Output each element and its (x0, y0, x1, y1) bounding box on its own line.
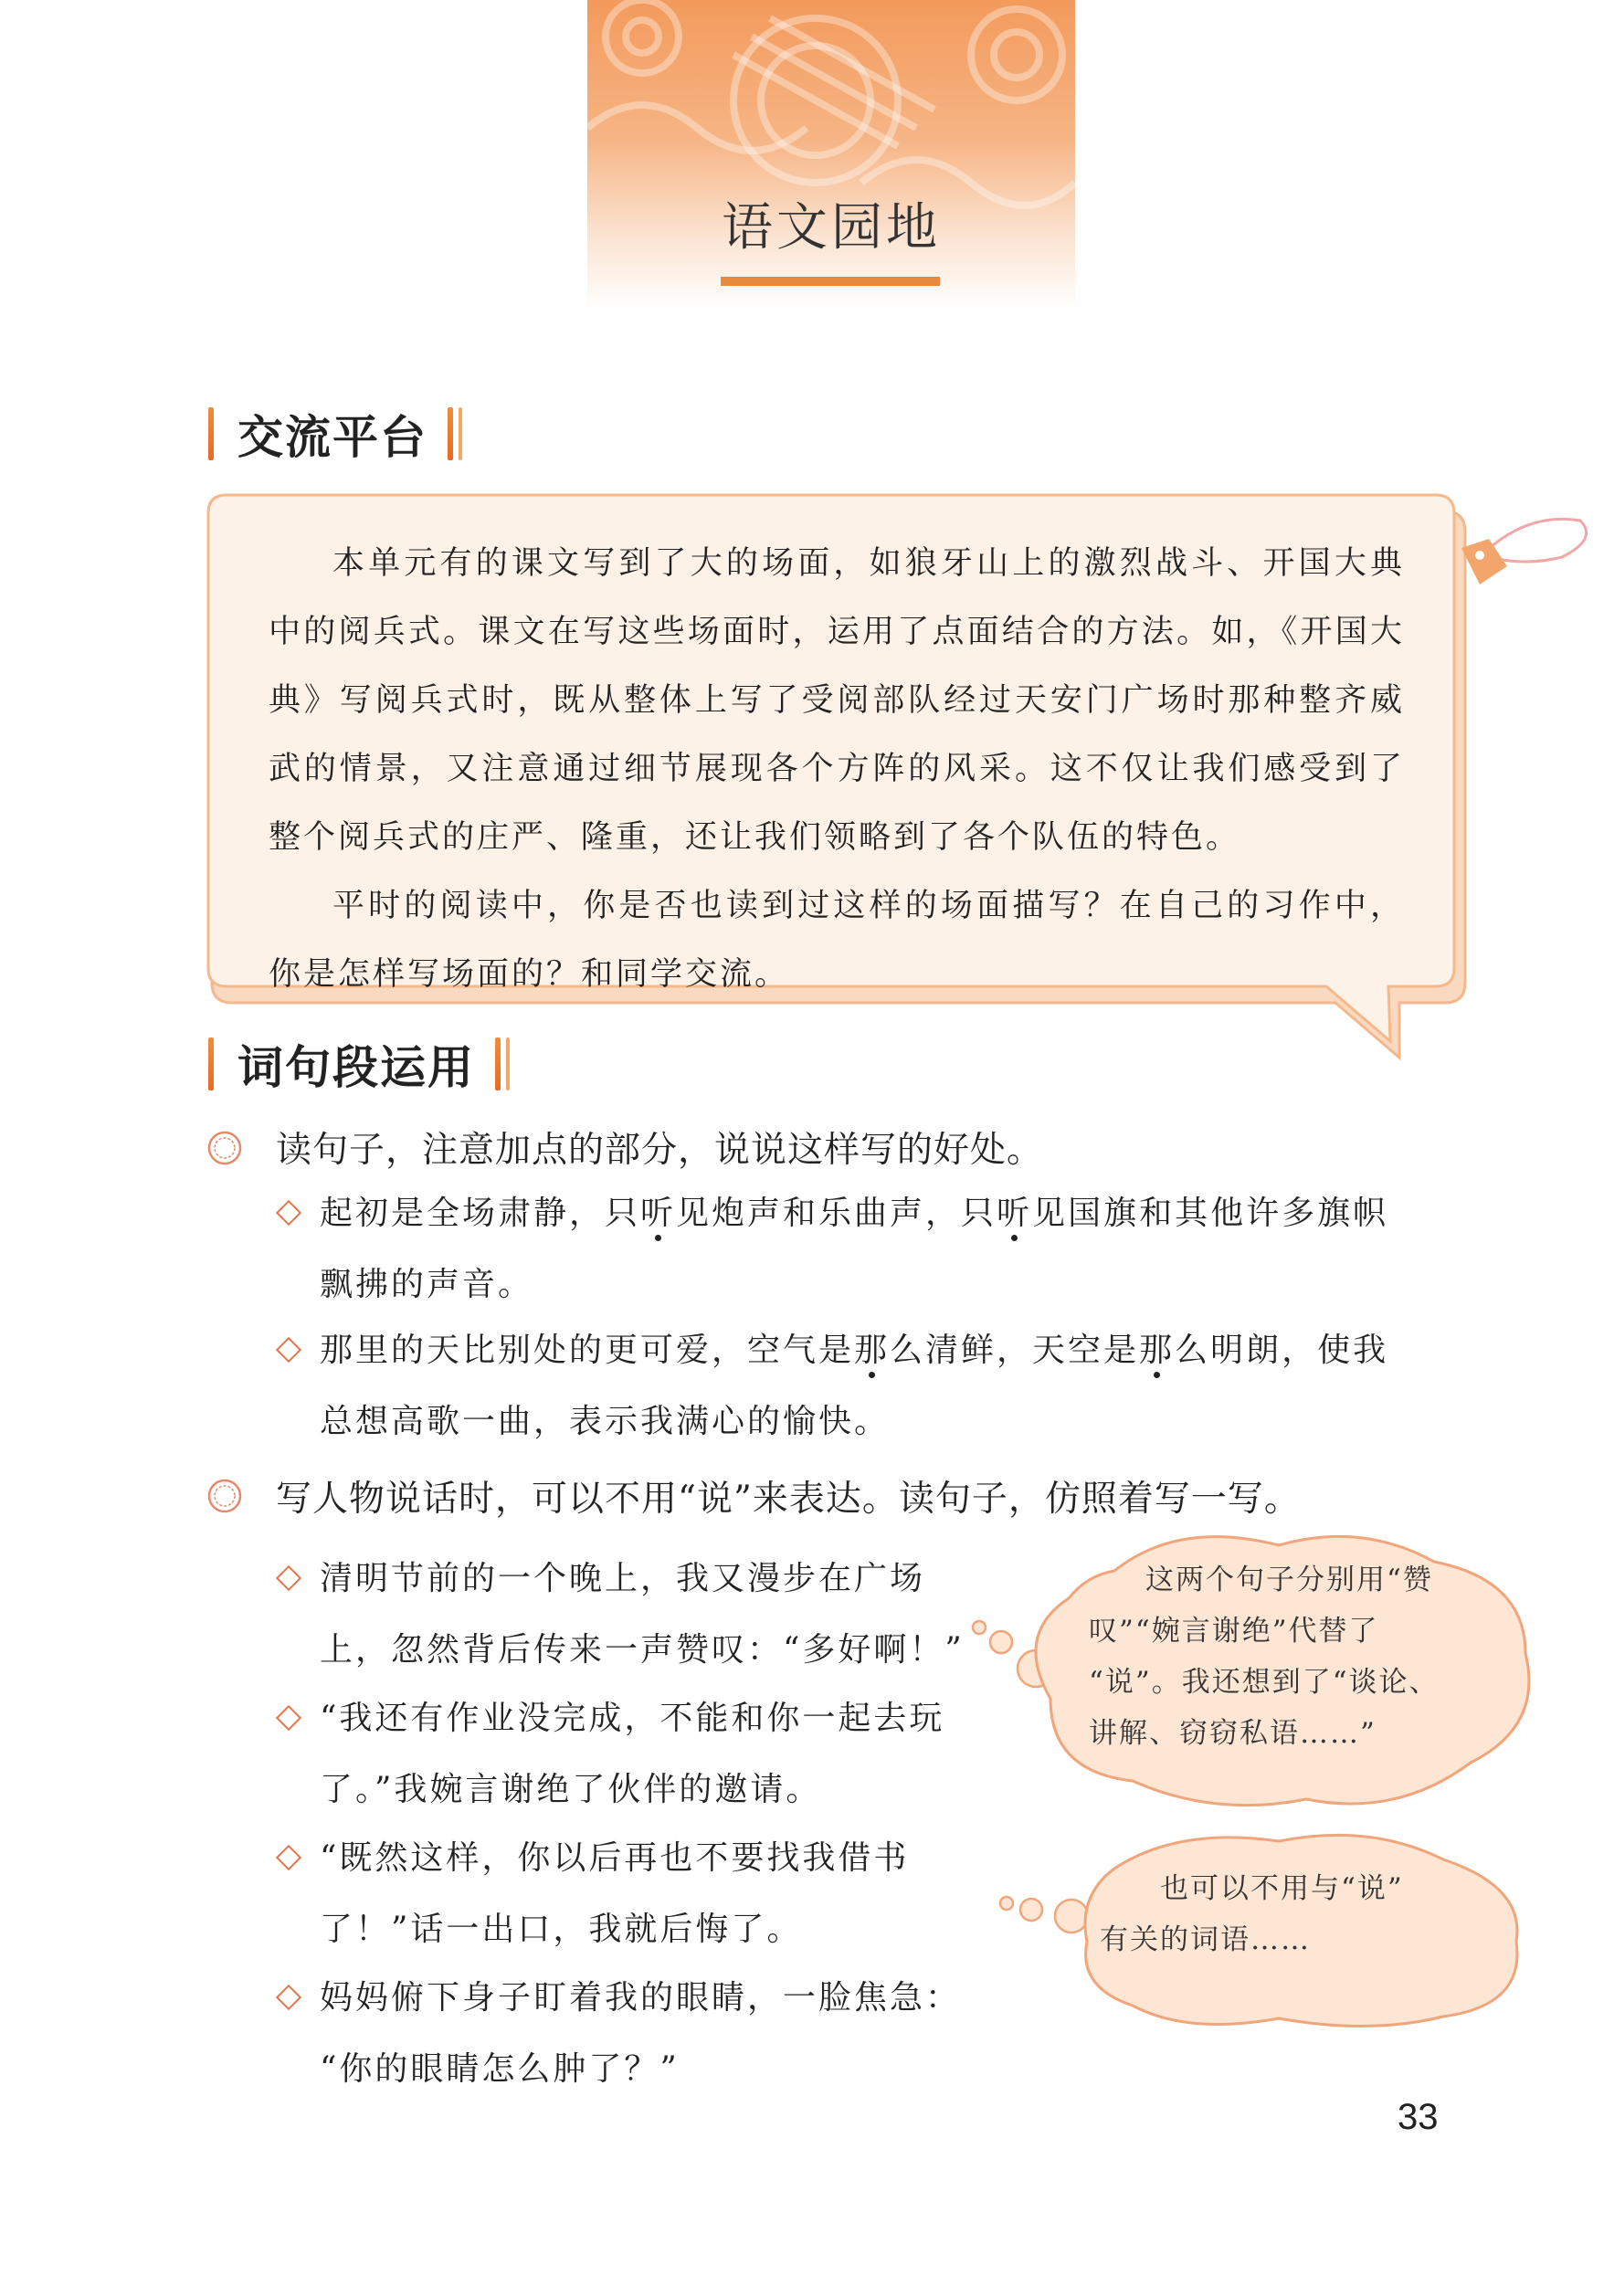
item-text (320, 1178, 1494, 1321)
section-heading-label: 交流平台 (237, 411, 427, 464)
speech-paragraph: 平时的阅读中，你是否也读到过这样的场面描写？在自己的习作中，你是怎样写场面的？和同学交流。 (269, 888, 1405, 993)
exercise1-item (280, 1315, 1494, 1458)
bubble-line: 讲解、窃窃私语……” (1089, 1717, 1377, 1750)
exercise1-title: 读句子，注意加点的部分，说说这样写的好处。 (276, 1130, 1044, 1171)
page-title: 语文园地 (722, 198, 941, 258)
text-run: 那里的天比别处的更可爱，空气 (320, 1332, 819, 1369)
emphasis-dots: 只听见 (961, 1195, 1069, 1232)
title-underline (721, 277, 940, 286)
bubble1-text (1089, 1554, 1440, 1759)
text-run: “既然这样，你以后再也不要找我借书 (320, 1839, 910, 1877)
emphasis-dots: 只听见 (605, 1195, 712, 1232)
exercise2-item (280, 1823, 992, 1965)
heading-bar-left (208, 1037, 214, 1090)
item-text (320, 1963, 992, 2105)
text-run: “你的眼睛怎么肿了？” (320, 2050, 680, 2088)
seal-icon (206, 1478, 243, 1514)
exchange-speech-box (206, 493, 1460, 1003)
text-run: “我还有作业没完成，不能和你一起去玩 (320, 1700, 945, 1737)
item-text (320, 1543, 992, 1686)
banner-pattern (587, 0, 1075, 311)
exercise2-item (280, 1683, 992, 1826)
exercise1-item (280, 1178, 1494, 1321)
bubble-line: 有关的词语…… (1100, 1923, 1311, 1956)
text-run: 清明节前的一个晚上，我又漫步在广场 (320, 1560, 926, 1597)
item-text (320, 1823, 992, 1965)
exercise2-item (280, 1543, 992, 1686)
diamond-bullet-icon (276, 1565, 301, 1591)
heading-bar-right (448, 407, 453, 460)
text-run: 明朗，使我 (1210, 1332, 1389, 1369)
diamond-bullet-icon (276, 1985, 301, 2010)
heading-bar-right-thin (459, 407, 462, 460)
bubble-line: 这两个句子分别用“赞 (1145, 1564, 1433, 1596)
text-run: 飘拂的声音。 (320, 1266, 534, 1303)
exercise2-item (280, 1963, 992, 2105)
text-run: 妈妈俯下身子盯着我的眼睛，一脸焦急： (320, 1979, 962, 2017)
text-run: 了！”话一出口，我就后悔了。 (320, 1911, 803, 1948)
diamond-bullet-icon (276, 1705, 301, 1731)
bubble-line: “说”。我还想到了“谈论、 (1089, 1666, 1440, 1699)
text-run: 上，忽然背后传来一声赞叹：“多好啊！” (320, 1631, 965, 1669)
section-heading-label: 词句段运用 (237, 1041, 475, 1094)
section-heading-exchange (208, 402, 462, 466)
diamond-bullet-icon (276, 1845, 301, 1870)
seal-icon (206, 1130, 243, 1166)
text-run: 了。”我婉言谢绝了伙伴的邀请。 (320, 1771, 822, 1808)
diamond-bullet-icon (276, 1337, 301, 1363)
text-run: 国旗和其他许多旗帜 (1068, 1195, 1389, 1232)
emphasis-dots: 是那么 (818, 1332, 926, 1369)
diamond-bullet-icon (276, 1200, 301, 1226)
heading-bar-right (495, 1037, 501, 1090)
text-run: 总想高歌一曲，表示我满心的愉快。 (320, 1403, 891, 1440)
tag-icon (1452, 502, 1589, 612)
page-number: 33 (1398, 2097, 1439, 2137)
bubble2-text (1100, 1863, 1404, 1965)
speech-paragraph: 本单元有的课文写到了大的场面，如狼牙山上的激烈战斗、开国大典中的阅兵式。课文在写这些场面时，运用了点面结合的方法。如，《开国大典》写阅兵式时，既从整体上写了受阅部队经过天安门广场时那种整齐威武的情景，又注意通过细节展现各个方阵的风采。这不仅让我们感受到了整个阅兵式的庄严、隆重，还让我们领略到了各个队伍的特色。 (269, 545, 1405, 856)
section-heading-sentences (208, 1032, 510, 1096)
speech-text (269, 530, 1405, 1009)
bubble-line: 也可以不用与“说” (1160, 1872, 1404, 1905)
bubble-line: 叹”“婉言谢绝”代替了 (1089, 1615, 1379, 1648)
text-run: 炮声和乐曲声， (712, 1195, 962, 1232)
header-banner (587, 0, 1075, 311)
heading-bar-left (208, 407, 214, 460)
exercise2-title: 写人物说话时，可以不用“说”来表达。读句子，仿照着写一写。 (276, 1479, 1301, 1520)
heading-bar-right-thin (506, 1037, 510, 1090)
item-text (320, 1315, 1494, 1458)
text-run: 起初是全场肃静， (320, 1195, 606, 1232)
item-text (320, 1683, 992, 1826)
text-run: 清鲜，天空 (925, 1332, 1104, 1369)
emphasis-dots: 是那么 (1103, 1332, 1211, 1369)
